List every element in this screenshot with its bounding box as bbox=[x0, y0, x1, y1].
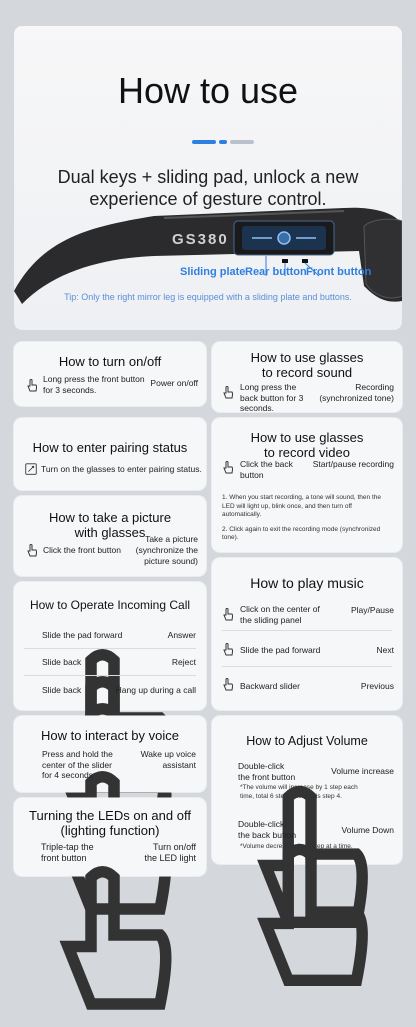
card-title: How to use glasses bbox=[250, 430, 364, 445]
page-title: How to use bbox=[117, 70, 299, 111]
text-line: front button bbox=[41, 852, 87, 863]
row-left-text: Backward slider bbox=[240, 681, 300, 691]
row-right-text: Hang up during a call bbox=[115, 685, 196, 695]
row-left-text bbox=[41, 842, 94, 863]
note-text: *Volume decreases by 1 step at a time. bbox=[240, 843, 353, 850]
glasses-illustration bbox=[14, 196, 402, 306]
card-title: How to interact by voice bbox=[40, 728, 179, 743]
note-line: *The volume will increase by 1 step each bbox=[240, 784, 358, 791]
row-right-text: Next bbox=[376, 645, 394, 655]
text-line: Click on the center of bbox=[240, 604, 320, 614]
row-right-text: Reject bbox=[171, 657, 196, 667]
card-incoming-call bbox=[14, 582, 206, 710]
row-left-text: Click the front button bbox=[43, 545, 121, 555]
row-left-text: Slide the pad forward bbox=[240, 645, 321, 655]
row-left-text: Slide back bbox=[42, 685, 82, 695]
row-left-text bbox=[238, 819, 296, 840]
row-right-text bbox=[141, 749, 196, 771]
card-title: How to enter pairing status bbox=[32, 440, 188, 455]
row-text: Turn on the glasses to enter pairing status. bbox=[41, 464, 202, 474]
text-line: for 4 seconds bbox=[42, 770, 94, 780]
row-left-text: Slide the pad forward bbox=[42, 630, 123, 640]
row-right-text bbox=[136, 534, 198, 567]
card-title: How to take a picture bbox=[48, 510, 172, 525]
swipe-forward-icon bbox=[220, 641, 236, 657]
note-text bbox=[222, 494, 396, 543]
note-line: LED will light up, blink once, and then turn off bbox=[222, 502, 352, 510]
row-right-text: Volume Down bbox=[341, 825, 394, 835]
pairing-icon bbox=[24, 462, 38, 476]
hand-press-icon bbox=[220, 384, 236, 400]
note-line: time, total 6 steps, default is step 4. bbox=[240, 792, 342, 800]
triple-tap-icon bbox=[22, 843, 206, 1027]
title-accent bbox=[192, 140, 216, 144]
title-accent bbox=[219, 140, 227, 144]
hand-tap-icon bbox=[220, 606, 236, 622]
text-line: Turn on/off bbox=[152, 842, 196, 852]
text-line: (synchronized tone) bbox=[319, 393, 394, 403]
text-line: assistant bbox=[162, 760, 196, 770]
text-line: Long press the bbox=[240, 382, 297, 392]
card-leds bbox=[14, 798, 206, 876]
row-left-text bbox=[240, 459, 293, 480]
card-play-music bbox=[212, 558, 402, 710]
row-right-text: Power on/off bbox=[150, 378, 198, 388]
divider bbox=[24, 675, 196, 676]
row-left-text bbox=[240, 382, 303, 414]
label-front-button: Front button bbox=[306, 266, 372, 278]
card-record-sound bbox=[212, 342, 402, 412]
row-left-text bbox=[240, 604, 320, 625]
divider bbox=[222, 666, 392, 667]
text-line: the front button bbox=[238, 771, 296, 782]
card-title: How to use glasses bbox=[250, 350, 364, 365]
note-text bbox=[240, 784, 358, 801]
hero-panel bbox=[14, 26, 402, 330]
hand-tap-icon bbox=[220, 459, 236, 475]
text-line: picture sound) bbox=[144, 556, 198, 566]
gesture-row bbox=[24, 462, 202, 476]
text-line: seconds. bbox=[240, 403, 275, 413]
divider bbox=[24, 648, 196, 649]
row-left-text: for 3 seconds. bbox=[43, 384, 97, 395]
row-right-text: Previous bbox=[360, 681, 394, 691]
row-left-text: Long press the front button bbox=[43, 374, 145, 384]
hand-tap-icon bbox=[24, 542, 40, 558]
card-pairing bbox=[14, 418, 206, 490]
card-title: How to Adjust Volume bbox=[246, 734, 368, 748]
model-label: GS380 bbox=[172, 231, 229, 248]
card-record-video bbox=[212, 418, 402, 552]
text-line: Take a picture bbox=[145, 534, 198, 544]
card-volume bbox=[212, 716, 402, 864]
row-right-text bbox=[144, 842, 196, 864]
row-right-text bbox=[319, 382, 394, 404]
text-line: Double-click bbox=[238, 761, 285, 771]
card-title: with glasses bbox=[74, 525, 146, 540]
row-right-text: Play/Pause bbox=[351, 605, 394, 615]
card-title: How to Operate Incoming Call bbox=[29, 598, 191, 612]
card-title: (lighting function) bbox=[60, 823, 160, 838]
card-title: How to play music bbox=[250, 575, 364, 591]
card-title: Turning the LEDs on and off bbox=[29, 808, 191, 823]
note-line: automatically. bbox=[222, 511, 262, 518]
row-left-text bbox=[238, 761, 295, 782]
text-line: center of the slider bbox=[42, 759, 112, 770]
row-right-text: Answer bbox=[167, 630, 196, 640]
note-line: 1. When you start recording, a tone will sound, then the bbox=[222, 494, 381, 501]
note-line: 2. Click again to exit the recording mode (synchronized bbox=[222, 525, 381, 533]
card-title: to record sound bbox=[261, 365, 353, 380]
note-line: tone). bbox=[222, 534, 239, 541]
text-line: Triple-tap the bbox=[41, 842, 94, 852]
card-title: How to turn on/off bbox=[58, 354, 162, 369]
text-line: back button for 3 bbox=[240, 392, 304, 403]
card-voice bbox=[14, 716, 206, 792]
gesture-row bbox=[24, 542, 121, 558]
text-line: Click the back bbox=[240, 459, 293, 469]
subtitle-line: experience of gesture control. bbox=[89, 189, 327, 209]
text-line: (synchronize the bbox=[135, 545, 198, 555]
text-line: the back button bbox=[238, 829, 297, 840]
text-line: the sliding panel bbox=[240, 614, 302, 625]
divider bbox=[222, 630, 392, 631]
label-rear-button: Rear button bbox=[245, 266, 307, 278]
subtitle-line: Dual keys + sliding pad, unlock a new bbox=[57, 167, 359, 187]
swipe-back-icon bbox=[220, 676, 236, 692]
label-sliding-plate: Sliding plate bbox=[180, 266, 246, 278]
row-right-text: Volume increase bbox=[331, 766, 394, 776]
row-left-text bbox=[42, 749, 113, 781]
card-title: to record video bbox=[264, 445, 350, 460]
gesture-row bbox=[24, 374, 145, 395]
title-accent bbox=[230, 140, 254, 144]
card-take-picture bbox=[14, 496, 206, 576]
card-turn-on-off bbox=[14, 342, 206, 406]
text-line: Wake up voice bbox=[140, 749, 196, 759]
hand-press-icon bbox=[24, 377, 40, 393]
row-right-text: Start/pause recording bbox=[312, 459, 394, 469]
text-line: Double-click bbox=[238, 819, 285, 829]
text-line: the LED light bbox=[144, 853, 196, 863]
text-line: Recording bbox=[355, 382, 394, 392]
tip-text: Tip: Only the right mirror leg is equipped with a sliding plate and buttons. bbox=[64, 292, 352, 302]
text-line: button bbox=[240, 469, 264, 480]
text-line: Press and hold the bbox=[42, 749, 113, 759]
row-left-text: Slide back bbox=[42, 657, 82, 667]
